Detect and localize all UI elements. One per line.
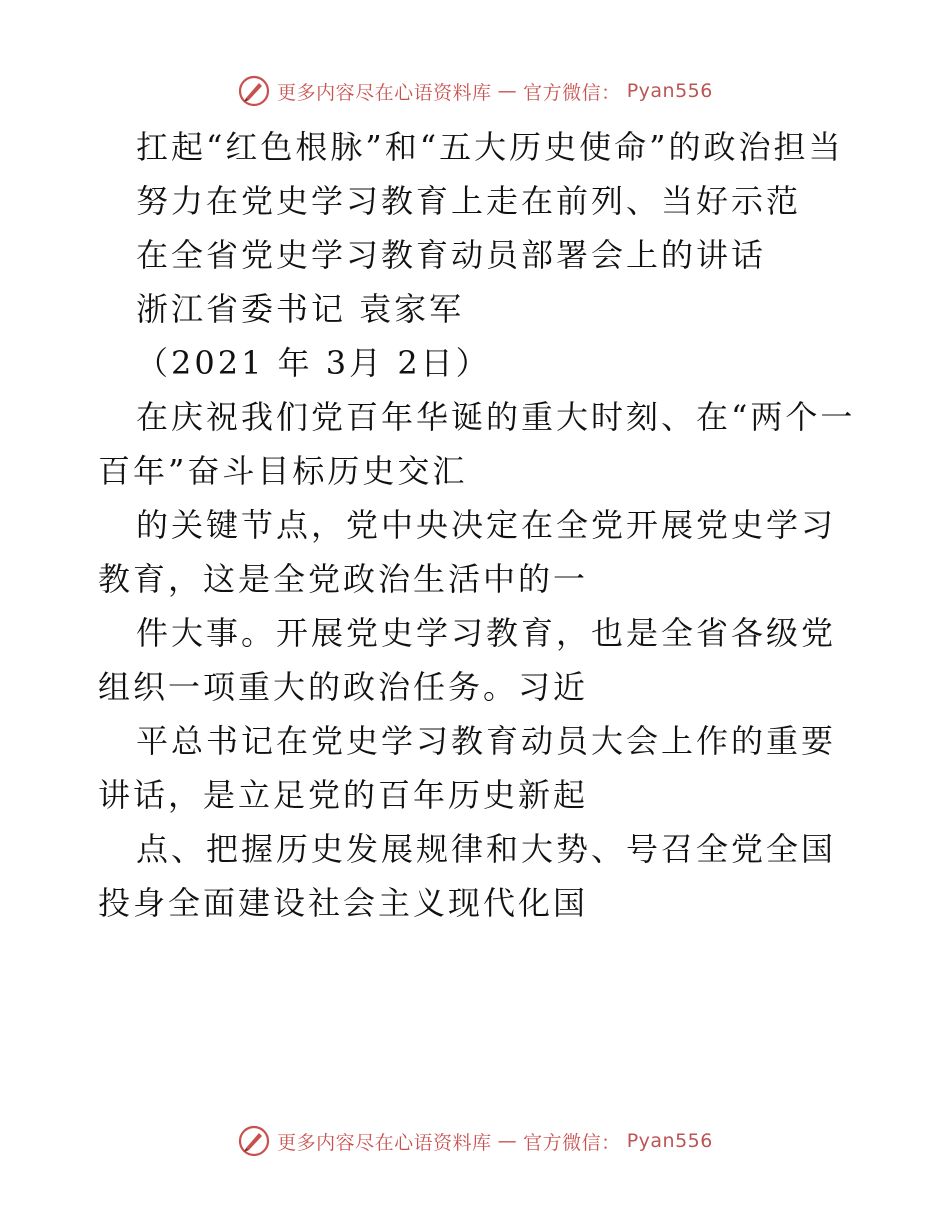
document-body — [98, 120, 858, 930]
document-paragraph: 的关键节点，党中央决定在全党开展党史学习教育，这是全党政治生活中的一 — [98, 506, 837, 598]
watermark-site-text: 更多内容尽在心语资料库 — [277, 81, 492, 104]
watermark-wechat-id: Pyan556 — [626, 80, 713, 102]
watermark-header — [0, 74, 950, 108]
document-date: （2021 年 3月 2日） — [136, 344, 491, 382]
document-title-line-3: 在全省党史学习教育动员部署会上的讲话 — [136, 236, 767, 274]
document-title-line-2: 努力在党史学习教育上走在前列、当好示范 — [136, 182, 802, 220]
document-paragraph: 件大事。开展党史学习教育，也是全省各级党组织一项重大的政治任务。习近 — [98, 614, 837, 706]
watermark-wechat-id: Pyan556 — [626, 1130, 713, 1152]
document-title-line-1: 扛起“红色根脉”和“五大历史使命”的政治担当 — [136, 128, 844, 166]
watermark-site-text: 更多内容尽在心语资料库 — [277, 1131, 492, 1154]
watermark-separator: — — [497, 80, 518, 102]
document-paragraph: 平总书记在党史学习教育动员大会上作的重要讲话，是立足党的百年历史新起 — [98, 722, 837, 814]
quill-logo-icon — [237, 74, 271, 108]
quill-logo-icon — [237, 1124, 271, 1158]
watermark-separator: — — [497, 1130, 518, 1152]
watermark-wechat-label: 官方微信： — [523, 1131, 621, 1154]
watermark-wechat-label: 官方微信： — [523, 81, 621, 104]
document-author: 浙江省委书记 袁家军 — [136, 290, 465, 328]
watermark-footer — [0, 1124, 950, 1158]
document-paragraph: 点、把握历史发展规律和大势、号召全党全国投身全面建设社会主义现代化国 — [98, 830, 837, 922]
document-paragraph: 在庆祝我们党百年华诞的重大时刻、在“两个一百年”奋斗目标历史交汇 — [98, 398, 856, 490]
